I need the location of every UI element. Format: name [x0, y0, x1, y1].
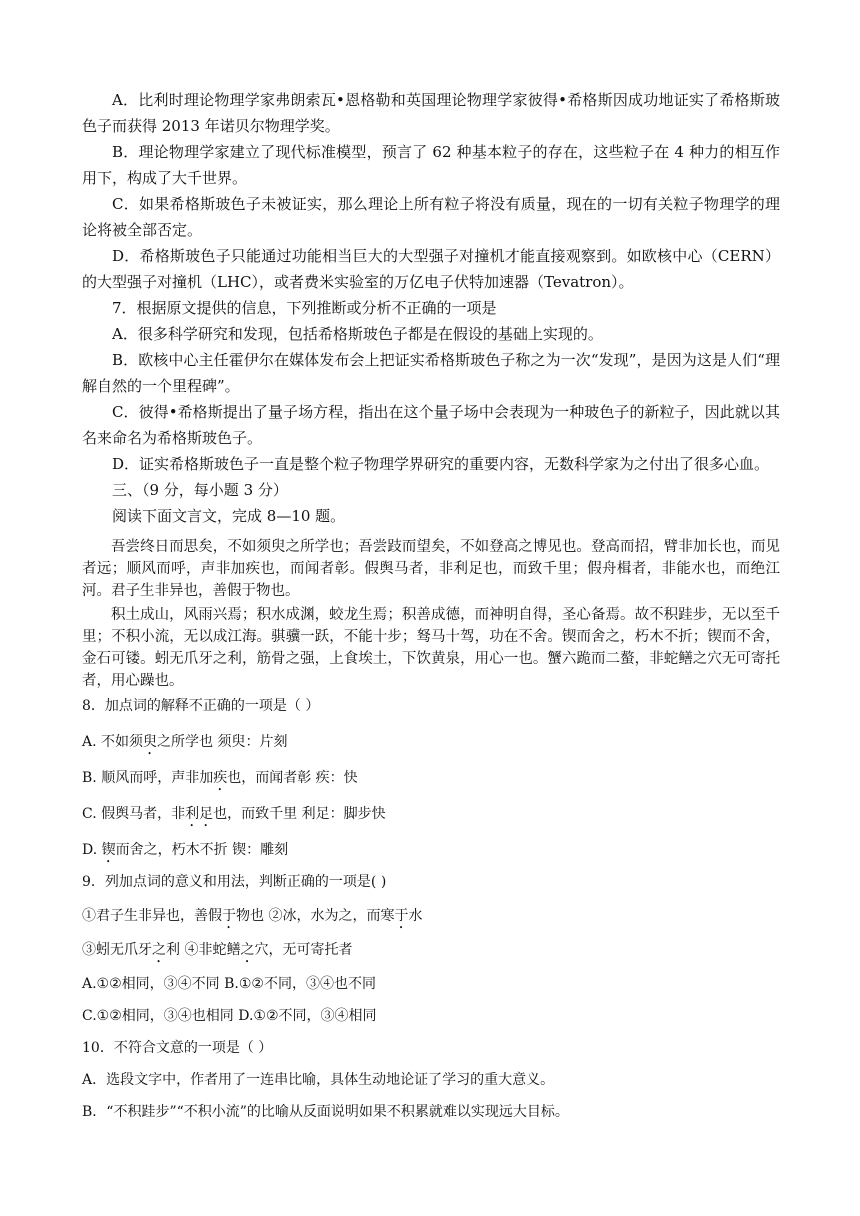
q10-stem: 10．不符合文意的一项是（ ） [82, 1040, 273, 1056]
section3-heading: 三、（9 分，每小题 3 分） [112, 481, 288, 499]
q8-option-d [82, 837, 780, 866]
q9-line-2 [82, 937, 780, 966]
q7-option-d: D．证实希格斯玻色子一直是整个粒子物理学界研究的重要内容，无数科学家为之付出了很多心血。 [112, 455, 770, 473]
q8-a-dotted-word: 臾 [143, 734, 158, 750]
q8-option-c [82, 801, 780, 830]
q8-a-pre: A. 不如须 [82, 734, 144, 750]
q7-option-c: C．彼得•希格斯提出了量子场方程，指出在这个量子场中会表现为一种玻色子的新粒子，因此就以其名来命名为希格斯玻色子。 [82, 403, 780, 447]
q8-c-post: 也，而致千里 利足：脚步快 [213, 806, 386, 822]
q6-option-b: B．理论物理学家建立了现代标准模型，预言了 62 种基本粒子的存在，这些粒子在 4 种力的相互作用下，构成了大千世界。 [82, 143, 780, 187]
q9-options-ab: A.①②相同，③④不同 B.①②不同，③④也不同 [82, 976, 376, 992]
q9-l1-b-post: 水 [408, 908, 423, 924]
q8-d-pre: D. [82, 842, 102, 858]
q8-option-a [82, 729, 780, 758]
q7-option-b: B．欧核中心主任霍伊尔在媒体发布会上把证实希格斯玻色子称之为一次“发现”，是因为这是人们“理解自然的一个里程碑”。 [82, 351, 780, 395]
q9-l1-a-post: 物也 ②冰，水为之，而寒 [236, 908, 395, 924]
q6-option-c: C．如果希格斯玻色子未被证实，那么理论上所有粒子将没有质量，现在的一切有关粒子物理学的理论将被全部否定。 [82, 195, 780, 239]
q8-b-dotted-word: 疾 [213, 770, 228, 786]
q6-option-a: A．比利时理论物理学家弗朗索瓦•恩格勒和英国理论物理学家彼得•希格斯因成功地证实了希格斯玻色子而获得 2013 年诺贝尔物理学奖。 [82, 91, 780, 135]
q10-option-b: B．“不积跬步”“不积小流”的比喻从反面说明如果不积累就难以实现远大目标。 [82, 1104, 569, 1120]
passage-paragraph-1: 吾尝终日而思矣，不如须臾之所学也；吾尝跂而望矣，不如登高之博见也。登高而招，臂非加长也，而见者远；顺风而呼，声非加疾也，而闻者彰。假舆马者，非利足也，而致千里；假舟楫者，非能水也，而绝江河。君子生非异也，善假于物也。 [82, 539, 780, 599]
q9-l2-b-post: 穴，无可寄托者 [254, 942, 353, 958]
q9-l2-a-post: 利 ④非蛇鳝 [166, 942, 241, 958]
q9-l1-a-dotted-word: 于 [222, 908, 236, 924]
q8-c-dotted-word: 利足 [185, 806, 214, 822]
q9-l2-a-pre: ③蚓无爪牙 [82, 942, 152, 958]
section3-instruction: 阅读下面文言文，完成 8—10 题。 [112, 507, 346, 525]
q9-l2-a-dotted-word: 之 [152, 942, 166, 958]
q8-stem: 8．加点词的解释不正确的一项是（ ） [82, 698, 320, 714]
q8-c-pre: C. 假舆马者，非 [82, 806, 186, 822]
q7-stem: 7．根据原文提供的信息，下列推断或分析不正确的一项是 [112, 299, 497, 317]
q8-a-post: 之所学也 须臾：片刻 [157, 734, 288, 750]
q9-l2-b-dotted-word: 之 [240, 942, 255, 958]
q8-b-post: 也，而闻者彰 疾：快 [227, 770, 358, 786]
q8-b-pre: B. 顺风而呼，声非加 [82, 770, 214, 786]
passage-paragraph-2: 积土成山，风雨兴焉；积水成渊，蛟龙生焉；积善成德，而神明自得，圣心备焉。故不积跬步，无以至千里；不积小流，无以成江海。骐骥一跃，不能十步；驽马十驾，功在不舍。锲而舍之，朽木不折；锲而不舍，金石可镂。蚓无爪牙之利，筋骨之强，上食埃土，下饮黄泉，用心一也。蟹六跪而二螯，非蛇鳝之穴无可寄托者，用心躁也。 [82, 607, 780, 689]
q8-d-post: 而舍之，朽木不折 锲：雕刻 [115, 842, 289, 858]
q9-l1-a-pre: ①君子生非异也，善假 [82, 908, 222, 924]
q9-line-1 [82, 903, 780, 932]
q7-option-a: A．很多科学研究和发现，包括希格斯玻色子都是在假设的基础上实现的。 [112, 325, 603, 343]
q9-l1-b-dotted-word: 于 [394, 908, 409, 924]
q8-d-dotted-word: 锲 [101, 842, 116, 858]
q10-option-a: A．选段文字中，作者用了一连串比喻，具体生动地论证了学习的重大意义。 [82, 1072, 555, 1088]
q8-option-b [82, 765, 780, 794]
q9-stem: 9．列加点词的意义和用法，判断正确的一项是( ) [82, 874, 387, 890]
q6-option-d: D．希格斯玻色子只能通过功能相当巨大的大型强子对撞机才能直接观察到。如欧核中心（CERN）的大型强子对撞机（LHC），或者费米实验室的万亿电子伏特加速器（Tevatron）。 [82, 247, 780, 291]
q9-options-cd: C.①②相同，③④也相同 D.①②不同，③④相同 [82, 1008, 377, 1024]
